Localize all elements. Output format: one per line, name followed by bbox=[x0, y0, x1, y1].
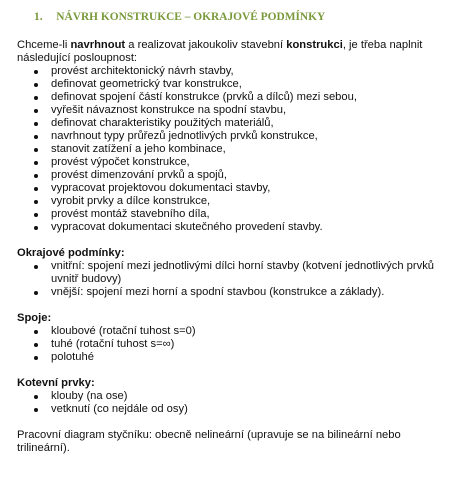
okrajove-podminky-list bbox=[17, 260, 445, 299]
spoje-title: Spoje: bbox=[17, 312, 52, 324]
list-item: vypracovat projektovou dokumentaci stavby, bbox=[33, 182, 445, 195]
spoje-list bbox=[17, 325, 445, 364]
heading-number: 1. bbox=[34, 11, 43, 23]
kotevni-prvky-title: Kotevní prvky: bbox=[17, 377, 95, 389]
okrajove-podminky-title: Okrajové podmínky: bbox=[17, 247, 125, 259]
list-item: navrhnout typy průřezů jednotlivých prvků konstrukce, bbox=[33, 130, 445, 143]
intro-text-3: , je třeba naplnit následující posloupnost: bbox=[17, 39, 423, 64]
spacer bbox=[17, 364, 445, 377]
list-item: provést dimenzování prvků a spojů, bbox=[33, 169, 445, 182]
list-item: definovat spojení částí konstrukce (prvků a dílců) mezi sebou, bbox=[33, 91, 445, 104]
list-item: stanovit zatížení a jeho kombinace, bbox=[33, 143, 445, 156]
list-item: vyrobit prvky a dílce konstrukce, bbox=[33, 195, 445, 208]
list-item: tuhé (rotační tuhost s=∞) bbox=[33, 338, 445, 351]
list-item: provést výpočet konstrukce, bbox=[33, 156, 445, 169]
kotevni-prvky-list bbox=[17, 390, 445, 416]
list-item: polotuhé bbox=[33, 351, 445, 364]
list-item: vyřešit návaznost konstrukce na spodní stavbu, bbox=[33, 104, 445, 117]
list-item: vnější: spojení mezi horní a spodní stavbou (konstrukce a základy). bbox=[33, 286, 445, 299]
spacer bbox=[17, 416, 445, 429]
intro-text-2: a realizovat jakoukoliv stavební bbox=[125, 39, 287, 51]
steps-list bbox=[17, 65, 445, 234]
document-body bbox=[17, 39, 445, 455]
list-item: provést montáž stavebního díla, bbox=[33, 208, 445, 221]
intro-bold-konstrukci: konstrukci bbox=[286, 39, 343, 51]
section-heading bbox=[34, 10, 325, 24]
heading-title: NÁVRH KONSTRUKCE – OKRAJOVÉ PODMÍNKY bbox=[56, 11, 326, 23]
list-item: vnitřní: spojení mezi jednotlivými dílci horní stavby (kotvení jednotlivých prvků uvnitř budovy) bbox=[33, 260, 445, 286]
list-item: definovat charakteristiky použitých materiálů, bbox=[33, 117, 445, 130]
list-item: definovat geometrický tvar konstrukce, bbox=[33, 78, 445, 91]
list-item: kloubové (rotační tuhost s=0) bbox=[33, 325, 445, 338]
list-item: vypracovat dokumentaci skutečného provedení stavby. bbox=[33, 221, 445, 234]
spacer bbox=[17, 234, 445, 247]
spacer bbox=[17, 299, 445, 312]
intro-text-1: Chceme-li bbox=[17, 39, 71, 51]
list-item: provést architektonický návrh stavby, bbox=[33, 65, 445, 78]
list-item: klouby (na ose) bbox=[33, 390, 445, 403]
diagram-paragraph: Pracovní diagram styčníku: obecně nelineární (upravuje se na bilineární nebo trilineární). bbox=[17, 429, 401, 454]
intro-bold-navrhnout: navrhnout bbox=[70, 39, 126, 51]
list-item: vetknutí (co nejdále od osy) bbox=[33, 403, 445, 416]
intro-paragraph bbox=[17, 39, 445, 65]
